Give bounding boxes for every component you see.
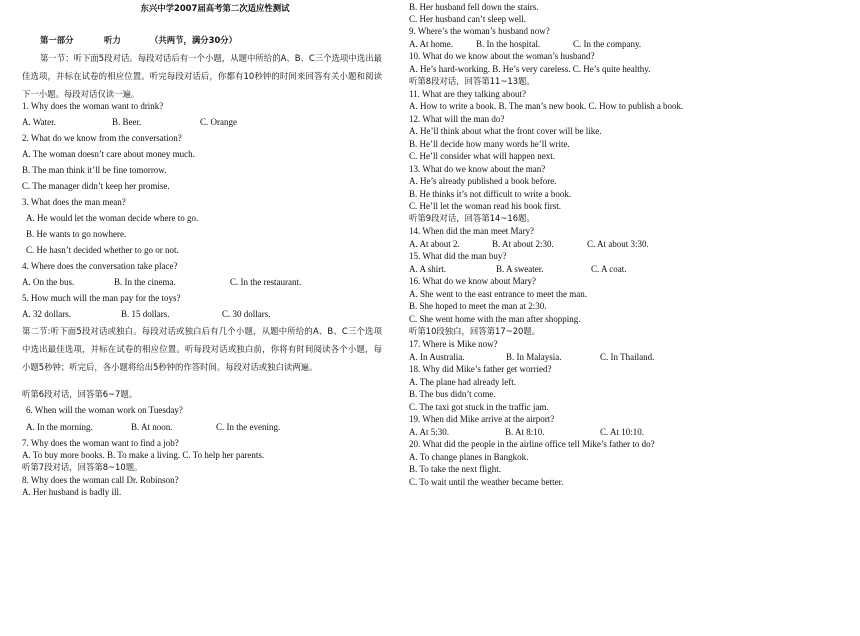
q11-options: A. How to write a book. B. The man’s new book. C. How to publish a book. (409, 101, 684, 111)
question-12: 12. What will the man do? (409, 114, 505, 124)
q2-option-c: C. The manager didn’t keep her promise. (22, 181, 170, 191)
q13-option-b: B. He thinks it’s not difficult to write a book. (409, 189, 572, 199)
q6-option-b: B. At noon. (131, 422, 173, 432)
q16-option-a: A. She went to the east entrance to meet the man. (409, 289, 587, 299)
q19-option-b: B. At 8:10. (505, 427, 545, 437)
section1-instructions: 第一节：听下面5段对话。每段对话后有一个小题，从题中所给的A、B、C三个选项中选出最佳选项，并标在试卷的相应位置。听完每段对话后，你都有10秒钟的时间来回答有关小题和阅读下一小题。每段对话仅读一遍。 (22, 53, 382, 99)
section-score: （共两节，满分30分） (150, 35, 238, 45)
q18-option-c: C. The taxi got stuck in the traffic jam. (409, 402, 549, 412)
q6-option-a: A. In the morning. (26, 422, 93, 432)
q20-option-a: A. To change planes in Bangkok. (409, 452, 529, 462)
q4-option-c: C. In the restaurant. (230, 277, 302, 287)
q1-option-c: C. Orange (200, 117, 237, 127)
q13-option-c: C. He’ll let the woman read his book first. (409, 201, 561, 211)
q14-option-c: C. At about 3:30. (587, 239, 649, 249)
q4-option-b: B. In the cinema. (114, 277, 176, 287)
q17-option-b: B. In Malaysia. (506, 352, 562, 362)
q16-option-c: C. She went home with the man after shopping. (409, 314, 581, 324)
question-14: 14. When did the man meet Mary? (409, 226, 535, 236)
q20-option-c: C. To wait until the weather became better. (409, 477, 564, 487)
q9-option-c: C. In the company. (573, 39, 642, 49)
q5-option-b: B. 15 dollars. (121, 309, 170, 319)
question-4: 4. Where does the conversation take place? (22, 261, 178, 271)
q5-option-a: A. 32 dollars. (22, 309, 71, 319)
question-7: 7. Why does the woman want to find a job? (22, 438, 179, 448)
q4-option-a: A. On the bus. (22, 277, 75, 287)
q6-option-c: C. In the evening. (216, 422, 281, 432)
question-15: 15. What did the man buy? (409, 251, 507, 261)
q3-option-b: B. He wants to go nowhere. (26, 229, 127, 239)
dialogue-9-instruction: 听第9段对话，回答第14~16题。 (409, 213, 535, 223)
q17-option-a: A. In Australia. (409, 352, 465, 362)
q18-option-b: B. The bus didn’t come. (409, 389, 496, 399)
question-10: 10. What do we know about the woman’s husband? (409, 51, 595, 61)
q17-option-c: C. In Thailand. (600, 352, 655, 362)
q19-option-c: C. At 10:10. (600, 427, 645, 437)
question-13: 13. What do we know about the man? (409, 164, 546, 174)
dialogue-6-instruction: 听第6段对话，回答第6~7题。 (22, 389, 138, 399)
question-20: 20. What did the people in the airline office tell Mike’s father to do? (409, 439, 655, 449)
q1-option-a: A. Water. (22, 117, 56, 127)
q15-option-b: B. A sweater. (496, 264, 544, 274)
dialogue-7-instruction: 听第7段对话，回答第8~10题。 (22, 462, 143, 472)
section2-instructions: 第二节:听下面5段对话或独白。每段对话或独白后有几个小题，从题中所给的A、B、C三个选项中选出最佳选项，并标在试卷的相应位置。听每段对话或独白前，你将有时间阅读各个小题，每小题5秒钟；听完后，各小题将给出5秒钟的作答时间。每段对话或独白读两遍。 (22, 326, 382, 372)
q1-option-b: B. Beer. (112, 117, 142, 127)
q9-option-a: A. At home. (409, 39, 453, 49)
dialogue-8-instruction: 听第8段对话，回答第11~13题。 (409, 76, 535, 86)
q12-option-b: B. He’ll decide how many words he’ll write. (409, 139, 570, 149)
q15-option-c: C. A coat. (591, 264, 627, 274)
q8-option-b: B. Her husband fell down the stairs. (409, 2, 539, 12)
section-part-label: 第一部分 (40, 35, 74, 45)
q16-option-b: B. She hoped to meet the man at 2:30. (409, 301, 547, 311)
question-11: 11. What are they talking about? (409, 89, 526, 99)
question-1: 1. Why does the woman want to drink? (22, 101, 164, 111)
q9-option-b: B. In the hospital. (476, 39, 541, 49)
question-5: 5. How much will the man pay for the toys? (22, 293, 181, 303)
question-18: 18. Why did Mike’s father get worried? (409, 364, 552, 374)
question-19: 19. When did Mike arrive at the airport? (409, 414, 555, 424)
q5-option-c: C. 30 dollars. (222, 309, 271, 319)
question-16: 16. What do we know about Mary? (409, 276, 537, 286)
question-3: 3. What does the man mean? (22, 197, 126, 207)
q3-option-a: A. He would let the woman decide where to go. (26, 213, 199, 223)
q12-option-a: A. He’ll think about what the front cover will be like. (409, 126, 602, 136)
dialogue-10-instruction: 听第10段独白，回答第17~20题。 (409, 326, 541, 336)
question-9: 9. Where’s the woman’s husband now? (409, 26, 550, 36)
section-name: 听力 (104, 35, 121, 45)
question-8: 8. Why does the woman call Dr. Robinson? (22, 475, 179, 485)
q14-option-a: A. At about 2. (409, 239, 460, 249)
q18-option-a: A. The plane had already left. (409, 377, 517, 387)
q15-option-a: A. A shirt. (409, 264, 447, 274)
q20-option-b: B. To take the next flight. (409, 464, 501, 474)
q12-option-c: C. He’ll consider what will happen next. (409, 151, 555, 161)
question-6: 6. When will the woman work on Tuesday? (26, 405, 183, 415)
question-2: 2. What do we know from the conversation? (22, 133, 182, 143)
q13-option-a: A. He’s already published a book before. (409, 176, 557, 186)
q2-option-b: B. The man think it’ll be fine tomorrow. (22, 165, 167, 175)
q19-option-a: A. At 5:30. (409, 427, 450, 437)
q7-options: A. To buy more books. B. To make a living. C. To help her parents. (22, 450, 265, 460)
q10-options: A. He’s hard-working. B. He’s very careless. C. He’s quite healthy. (409, 64, 651, 74)
question-17: 17. Where is Mike now? (409, 339, 498, 349)
page-title: 东兴中学2007届高考第二次适应性测试 (140, 3, 290, 13)
q2-option-a: A. The woman doesn’t care about money much. (22, 149, 195, 159)
q3-option-c: C. He hasn’t decided whether to go or not. (26, 245, 179, 255)
q8-option-c: C. Her husband can’t sleep well. (409, 14, 527, 24)
q14-option-b: B. At about 2:30. (492, 239, 554, 249)
q8-option-a: A. Her husband is badly ill. (22, 487, 122, 497)
